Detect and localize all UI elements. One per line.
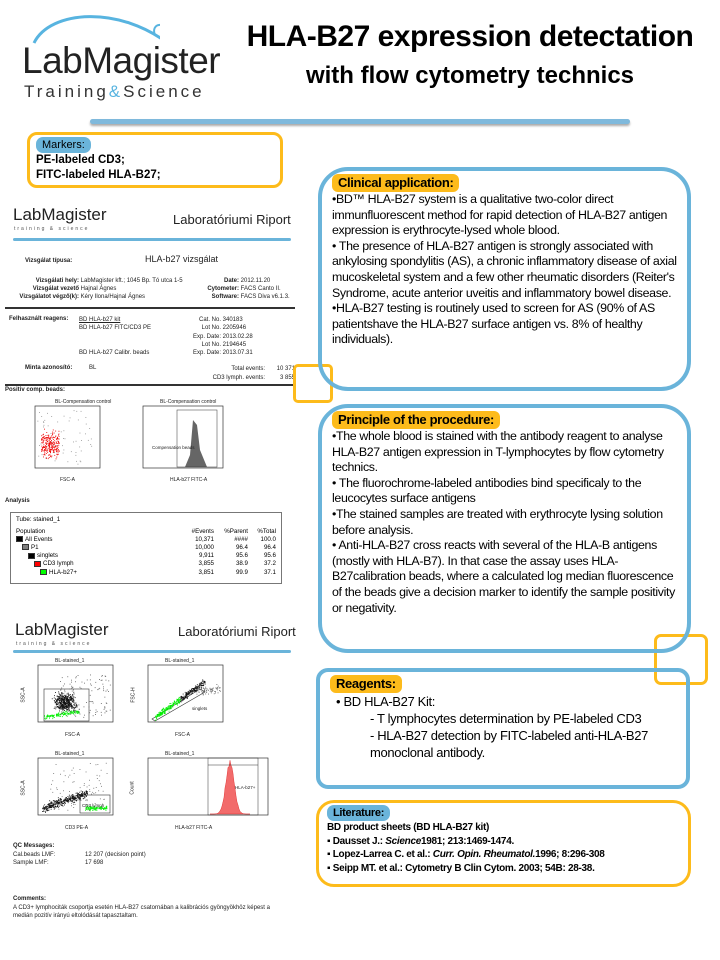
axis-label: FSC-H bbox=[130, 687, 137, 703]
report-logo-sub: training & science bbox=[16, 641, 92, 647]
literature-item: ▪ Dausset J.: Science1981; 213:1469-1474. bbox=[327, 835, 514, 847]
literature-box bbox=[316, 800, 691, 887]
flow-plot bbox=[30, 664, 115, 729]
flow-plot bbox=[140, 664, 225, 729]
info-right: Date: 2012.11.20 Cytometer: FACS Canto II. Software: FACS Diva v6.1.3. bbox=[207, 278, 290, 300]
plot-title: BL-stained_1 bbox=[165, 751, 195, 757]
axis-label: FSC-A bbox=[65, 732, 80, 738]
axis-label: HLA-b27 FITC-A bbox=[175, 825, 213, 831]
markers-box bbox=[27, 132, 283, 188]
qc-values: Cal.beads LMF: 12 207 (decision point) Sample LMF: 17 698 bbox=[13, 852, 146, 866]
table-row: CD3 lymph 3,855 38.9 37.2 bbox=[16, 560, 276, 568]
divider bbox=[5, 307, 295, 309]
gate-label: HLA-b27+ bbox=[235, 785, 256, 790]
comments-text: A CD3+ lymphociták csoportja esetén HLA-B27 csatornában a kalibrációs gyöngyökhöz képest a medián pozitív irányú eltolódását tapasztaltam. bbox=[13, 905, 270, 919]
paragraph: • The presence of HLA-B27 antigen is strongly associated with ankylosing spondylitis (AS), a chronic inflammatory disease of axial mucoskeletal system and a few other rheumatic disorders (Reiter's Syndrome, acute anterior uveitis and inflammatory bowel disease. bbox=[332, 238, 677, 300]
literature-item: BD product sheets (BD HLA-B27 kit) bbox=[327, 822, 490, 833]
axis-label: CD3 PE-A bbox=[65, 825, 89, 831]
reagents-label: Reagents: bbox=[330, 675, 402, 693]
gate-label: singlets bbox=[192, 706, 208, 711]
reagent-kit: • BD HLA-B27 Kit: bbox=[336, 694, 436, 709]
literature-item: ▪ Lopez-Larrea C. et al.: Curr. Opin. Rheumatol.1996; 8:296-308 bbox=[327, 849, 605, 860]
info-left: Vizsgálati hely: LabMagister kft.; 1045 Bp. Tó utca 1-5 Vizsgálat vezető Hajnal Ágnes Vizsgálatot végző(k): Kéry Ilona/Hajnal Ágnes bbox=[19, 278, 183, 300]
report-title: Laboratóriumi Riport bbox=[178, 624, 296, 639]
title-divider bbox=[90, 119, 630, 124]
principle-box bbox=[318, 404, 691, 653]
poster-subtitle: with flow cytometry technics bbox=[305, 62, 635, 89]
principle-label: Principle of the procedure: bbox=[332, 411, 500, 429]
gate-label: CD3 lymph bbox=[82, 803, 105, 808]
axis-label: SSC-A bbox=[20, 687, 27, 703]
report-rule bbox=[13, 238, 291, 241]
compensation-histogram bbox=[135, 405, 225, 475]
paragraph: • The fluorochrome-labeled antibodies bind specificaly to the leucocytes surface antigens bbox=[332, 475, 642, 506]
poster-title: HLA-B27 expression detectation bbox=[246, 20, 694, 53]
clinical-label: Clinical application: bbox=[332, 174, 459, 192]
report-logo-sub: training & science bbox=[14, 226, 90, 232]
lab-report-2 bbox=[5, 610, 300, 930]
paragraph: •The whole blood is stained with the antibody reagent to analyse HLA-B27 antigen expression in T-lymphocytes by flow cytometry technics. bbox=[332, 429, 664, 475]
plot-title: BL-stained_1 bbox=[165, 658, 195, 664]
plot-title: BL-stained_1 bbox=[55, 751, 85, 757]
table-row: HLA-b27+ 3,851 99.9 37.1 bbox=[16, 568, 276, 576]
paragraph: • Anti-HLA-B27 cross reacts with several of the HLA-B antigens (mostly with HLA-B7). In that case the assay uses HLA-B27calibration beads, where a calculated log median fluorescence of the beads give a decision marker to identify the sample positivity or negativity. bbox=[332, 538, 675, 615]
reagent-info: Cat. No. 340183 Lot No. 2205946 Exp. Date: 2013.02.28 Lot No. 2194645 Exp. Date: 2013.07.31 bbox=[192, 317, 253, 357]
sample-value: BL bbox=[89, 365, 97, 371]
plot-title: BL-Compensation control bbox=[160, 399, 217, 405]
paragraph: •The stained samples are treated with erythrocyte lysing solution before analysis. bbox=[332, 506, 663, 537]
color-swatch bbox=[34, 561, 41, 567]
literature-item: ▪ Seipp MT. et al.: Cytometry B Clin Cytom. 2003; 54B: 28-38. bbox=[327, 862, 595, 874]
axis-label: Count bbox=[129, 781, 136, 795]
reagent-label: Felhasznált reagens: bbox=[9, 316, 69, 322]
table-row: singlets 9,911 95.6 95.6 bbox=[16, 552, 276, 560]
report-logo: LabMagister bbox=[15, 620, 109, 639]
population-table bbox=[10, 512, 282, 584]
marker-line: PE-labeled CD3; bbox=[36, 154, 125, 166]
table-row: All Events 10,371 #### 100.0 bbox=[16, 535, 276, 543]
compensation-scatter-plot bbox=[27, 405, 102, 475]
type-value: HLA-b27 vizsgálat bbox=[145, 254, 219, 264]
comments-label: Comments: bbox=[13, 896, 47, 902]
type-label: Vizsgálat típusa: bbox=[25, 258, 73, 264]
comp-label: Positiv comp. beads: bbox=[5, 387, 66, 393]
paragraph: •HLA-B27 testing is routinely used to screen for AS (90% of AS patientshave the HLA-B27 surface antigen vs. 8% of healthy individuals). bbox=[332, 301, 655, 347]
marker-line: FITC-labeled HLA-B27; bbox=[36, 169, 161, 181]
sample-label: Minta azonosító: bbox=[25, 365, 73, 371]
clinical-application-box bbox=[318, 167, 691, 391]
qc-label: QC Messages: bbox=[13, 843, 55, 849]
color-swatch bbox=[28, 553, 35, 559]
reagent-item: - HLA-B27 detection by FITC-labeled anti-HLA-B27 monoclonal antibody. bbox=[370, 728, 649, 760]
report-logo: LabMagister bbox=[13, 205, 107, 224]
flow-plot bbox=[30, 757, 115, 822]
color-swatch bbox=[40, 569, 47, 575]
color-swatch bbox=[22, 544, 29, 550]
reagents-box bbox=[316, 668, 690, 789]
paragraph: •BD™ HLA-B27 system is a qualitative two-color direct immunfluorescent method for rapid detection of HLA-B27 antigen expression is erythrocyte-lysed whole blood. bbox=[332, 192, 668, 238]
plot-title: BL-Compensation control bbox=[55, 399, 112, 405]
analysis-label: Analysis bbox=[5, 498, 30, 504]
event-counts: Total events: 10 371 CD3 lymph. events: 3 855 bbox=[212, 366, 295, 381]
logo-tagline: Training&Science bbox=[24, 82, 205, 101]
axis-label: SSC-A bbox=[20, 780, 27, 796]
report-rule bbox=[13, 650, 291, 653]
table-header: Population #Events %Parent %Total bbox=[16, 527, 276, 535]
reagent-list: BD HLA-b27 kit BD HLA-b27 FITC/CD3 PE BD HLA-b27 Calibr. beads bbox=[79, 317, 152, 357]
markers-label: Markers: bbox=[36, 137, 91, 153]
axis-label: FSC-A bbox=[60, 477, 75, 483]
report-title: Laboratóriumi Riport bbox=[173, 212, 291, 227]
axis-label: HLA-b27 FITC-A bbox=[170, 477, 208, 483]
table-row: P1 10,000 96.4 96.4 bbox=[16, 543, 276, 551]
axis-label: FSC-A bbox=[175, 732, 190, 738]
tube-label: Tube: stained_1 bbox=[16, 516, 61, 523]
color-swatch bbox=[16, 536, 23, 542]
divider bbox=[5, 384, 295, 386]
reagent-item: - T lymphocytes determination by PE-labeled CD3 bbox=[370, 711, 642, 726]
gate-label: Compensation beads bbox=[152, 445, 195, 450]
literature-label: Literature: bbox=[327, 805, 390, 821]
logo-text: LabMagister bbox=[22, 40, 221, 81]
plot-title: BL-stained_1 bbox=[55, 658, 85, 664]
